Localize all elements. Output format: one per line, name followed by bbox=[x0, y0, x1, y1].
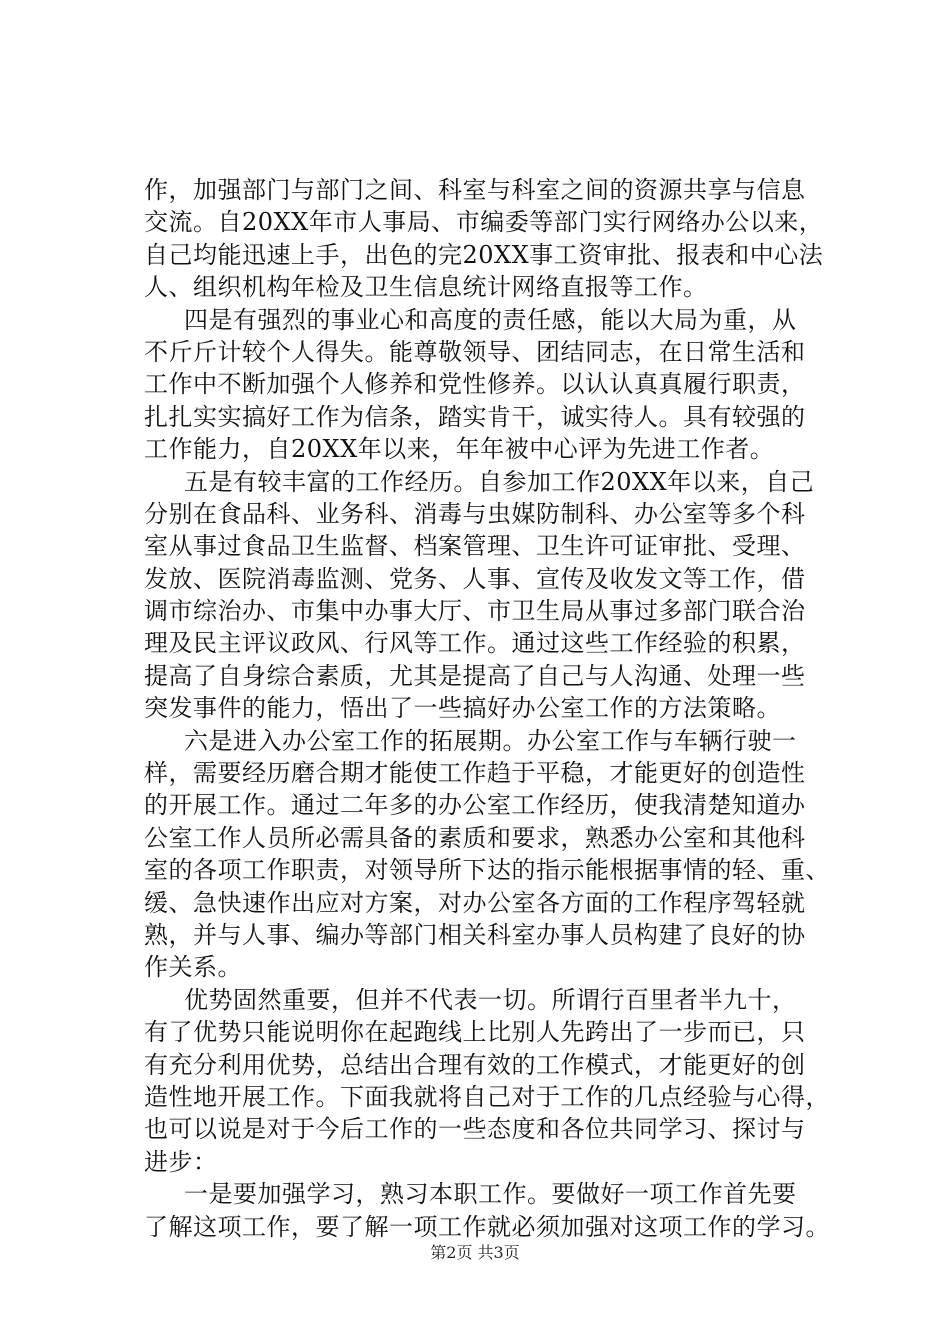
text-line: 了解这项工作，要了解一项工作就必须加强对这项工作的学习。 bbox=[144, 1212, 830, 1241]
text-line: 不斤斤计较个人得失。能尊敬领导、团结同志，在日常生活和 bbox=[144, 337, 806, 366]
text-line: 突发事件的能力，悟出了一些搞好办公室工作的方法策略。 bbox=[144, 694, 781, 723]
text-line: 分别在食品科、业务科、消毒与虫媒防制科、办公室等多个科 bbox=[144, 499, 806, 528]
text-line: 优势固然重要，但并不代表一切。所谓行百里者半九十， bbox=[184, 985, 797, 1014]
text-line: 有充分利用优势，总结出合理有效的工作模式，才能更好的创 bbox=[144, 1050, 806, 1079]
document-body bbox=[144, 174, 834, 1243]
text-line: 自己均能迅速上手，出色的完20XX事工资审批、报表和中心法 bbox=[144, 240, 824, 269]
page-footer: 第2页 共3页 bbox=[430, 1243, 520, 1262]
text-line: 熟，并与人事、编办等部门相关科室办事人员构建了良好的协 bbox=[144, 920, 806, 949]
text-line: 人、组织机构年检及卫生信息统计网络直报等工作。 bbox=[144, 273, 708, 302]
text-line: 进步： bbox=[144, 1147, 218, 1176]
text-line: 发放、医院消毒监测、党务、人事、宣传及收发文等工作，借 bbox=[144, 564, 806, 593]
text-line: 室从事过食品卫生监督、档案管理、卫生许可证审批、受理、 bbox=[144, 532, 806, 561]
text-line: 调市综治办、市集中办事大厅、市卫生局从事过多部门联合治 bbox=[144, 597, 806, 626]
text-line: 的开展工作。通过二年多的办公室工作经历，使我清楚知道办 bbox=[144, 791, 806, 820]
text-line: 六是进入办公室工作的拓展期。办公室工作与车辆行驶一 bbox=[184, 726, 797, 755]
text-line: 工作能力，自20XX年以来，年年被中心评为先进工作者。 bbox=[144, 435, 775, 464]
text-line: 五是有较丰富的工作经历。自参加工作20XX年以来，自己 bbox=[184, 467, 815, 496]
text-line: 扎扎实实搞好工作为信条，踏实肯干，诚实待人。具有较强的 bbox=[144, 402, 806, 431]
text-line: 交流。自20XX年市人事局、市编委等部门实行网络办公以来， bbox=[144, 208, 824, 237]
text-line: 有了优势只能说明你在起跑线上比别人先跨出了一步而已，只 bbox=[144, 1018, 806, 1047]
text-line: 四是有强烈的事业心和高度的责任感，能以大局为重，从 bbox=[184, 305, 797, 334]
text-line: 一是要加强学习，熟习本职工作。要做好一项工作首先要 bbox=[184, 1180, 797, 1209]
text-line: 公室工作人员所必需具备的素质和要求，熟悉办公室和其他科 bbox=[144, 823, 806, 852]
text-line: 作，加强部门与部门之间、科室与科室之间的资源共享与信息 bbox=[144, 176, 806, 204]
text-line: 工作中不断加强个人修养和党性修养。以认认真真履行职责， bbox=[144, 370, 806, 399]
text-line: 造性地开展工作。下面我就将自己对于工作的几点经验与心得， bbox=[144, 1082, 830, 1111]
text-line: 缓、急快速作出应对方案，对办公室各方面的工作程序驾轻就 bbox=[144, 888, 806, 917]
text-line: 理及民主评议政风、行风等工作。通过这些工作经验的积累， bbox=[144, 629, 806, 658]
text-line: 样，需要经历磨合期才能使工作趋于平稳，才能更好的创造性 bbox=[144, 759, 806, 788]
text-line: 室的各项工作职责，对领导所下达的指示能根据事情的轻、重、 bbox=[144, 856, 830, 885]
text-line: 也可以说是对于今后工作的一些态度和各位共同学习、探讨与 bbox=[144, 1115, 806, 1144]
text-line: 作关系。 bbox=[144, 953, 242, 982]
text-line: 提高了自身综合素质，尤其是提高了自己与人沟通、处理一些 bbox=[144, 661, 806, 690]
